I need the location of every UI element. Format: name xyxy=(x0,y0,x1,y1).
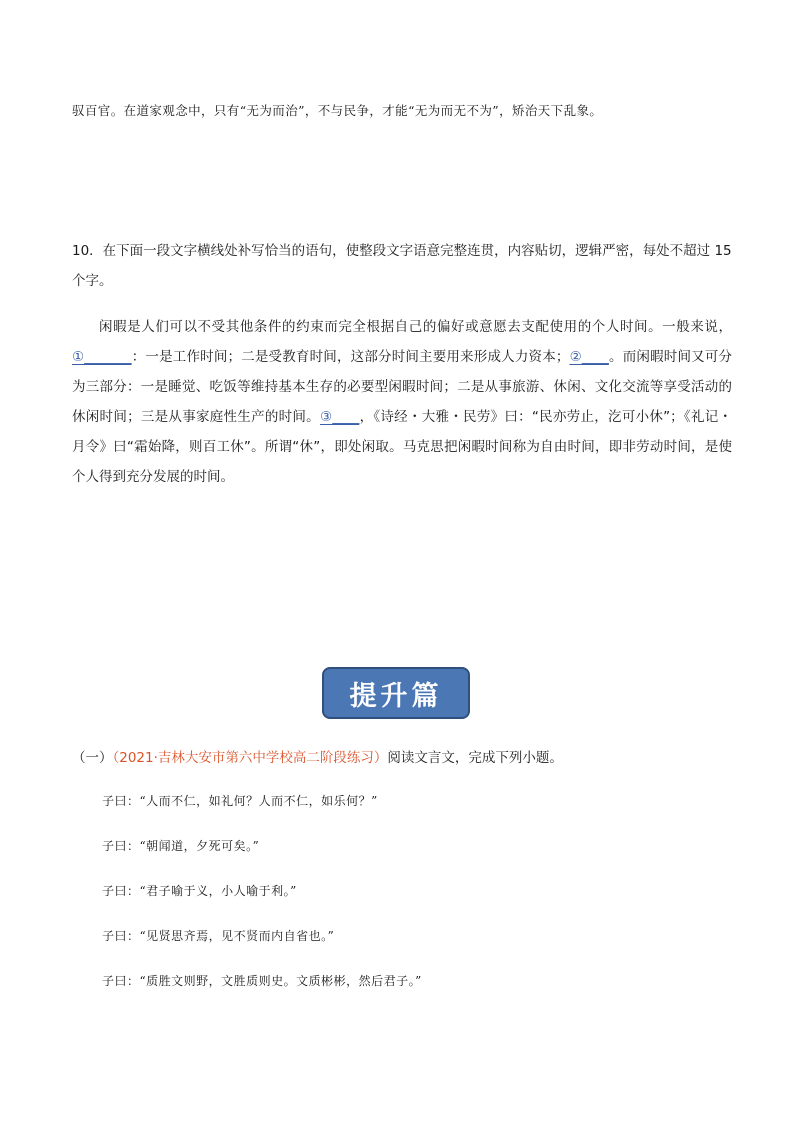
blank-3[interactable]: ③____ xyxy=(319,409,360,425)
quote-2: 子曰：“朝闻道，夕死可矣。” xyxy=(102,839,260,853)
section-badge: 提升篇 xyxy=(322,667,470,719)
blank-2[interactable]: ②____ xyxy=(569,349,609,365)
section-source: （2021·吉林大安市第六中学校高二阶段练习） xyxy=(112,750,388,766)
section-instruction: 阅读文言文，完成下列小题。 xyxy=(387,750,563,766)
quote-3: 子曰：“君子喻于义，小人喻于利。” xyxy=(102,884,297,898)
section-heading xyxy=(72,746,563,766)
blank-1[interactable]: ①_______ xyxy=(72,349,132,365)
question-10-passage xyxy=(72,312,732,492)
section-label: （一） xyxy=(72,750,113,766)
passage-text-2: ：一是工作时间；二是受教育时间，这部分时间主要用来形成人力资本； xyxy=(131,349,570,365)
question-10-prompt: 10．在下面一段文字横线处补写恰当的语句，使整段文字语意完整连贯，内容贴切，逻辑严密，每处不超过 15 个字。 xyxy=(72,243,732,289)
passage-text-3: 。而闲暇时间又可分为三部分：一是睡觉、吃饭等维持基本生存的必要型闲暇时间；二是从事旅游、休闲、文化交流等享受活动的休闲时间；三是从事家庭性生产的时间。 xyxy=(72,349,733,425)
continuation-paragraph: 驭百官。在道家观念中，只有“无为而治”，不与民争，才能“无为而无不为”，矫治天下乱象。 xyxy=(72,103,603,118)
passage-text-4: ，《诗经・大雅・民劳》曰：“民亦劳止，汔可小休”；《礼记・月令》曰“霜始降，则百工休”。所谓“休”，即处闲取。马克思把闲暇时间称为自由时间，即非劳动时间，是使个人得到充分发展的时间。 xyxy=(72,409,732,485)
quote-5: 子曰：“质胜文则野，文胜质则史。文质彬彬，然后君子。” xyxy=(102,974,422,988)
quote-4: 子曰：“见贤思齐焉，见不贤而内自省也。” xyxy=(102,929,335,943)
quote-1: 子曰：“人而不仁，如礼何？人而不仁，如乐何？” xyxy=(102,794,378,808)
passage-text-1: 闲暇是人们可以不受其他条件的约束而完全根据自己的偏好或意愿去支配使用的个人时间。一般来说， xyxy=(99,319,732,335)
